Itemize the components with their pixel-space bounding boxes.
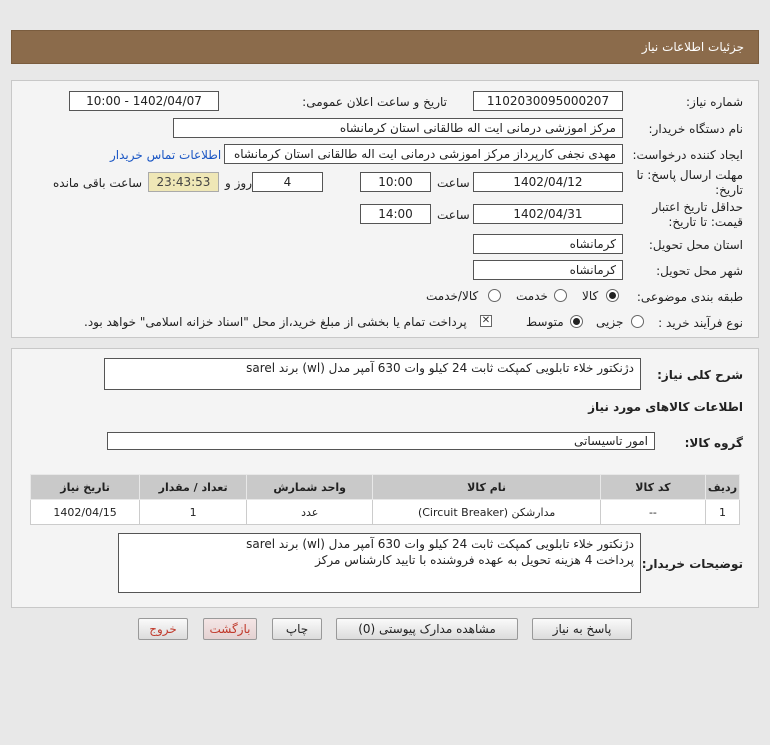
- deadline-date-field: 1402/04/12: [473, 172, 623, 192]
- process-option-minor: جزیی: [596, 315, 624, 329]
- page-header: [11, 30, 759, 64]
- goods-table: [30, 474, 740, 525]
- announce-datetime-field: 1402/04/07 - 10:00: [69, 91, 219, 111]
- cell-name: مدارشکن (Circuit Breaker): [373, 500, 601, 525]
- days-label: روز و: [225, 176, 252, 190]
- buyer-notes-field: دژنکتور خلاء تابلویی کمپکت ثابت 24 کیلو وات 630 آمپر مدل (wl) برند sarel پرداخت 4 هزینه تحویل به عهده فروشنده با تایید کارشناس مرکز: [118, 533, 641, 593]
- category-radio-service[interactable]: [554, 289, 567, 302]
- category-label: طبقه بندی موضوعی:: [636, 290, 743, 304]
- reply-button[interactable]: پاسخ به نیاز: [532, 618, 632, 640]
- col-unit: واحد شمارش: [247, 475, 373, 500]
- deadline-time-field: 10:00: [360, 172, 431, 192]
- buyer-notes-label: توضیحات خریدار:: [641, 557, 743, 571]
- buyer-org-field: مرکز اموزشی درمانی ایت اله طالقانی استان کرمانشاه: [173, 118, 623, 138]
- category-option-goods-service: کالا/خدمت: [426, 289, 479, 303]
- announce-label: تاریخ و ساعت اعلان عمومی:: [302, 95, 447, 109]
- goods-group-label: گروه کالا:: [684, 436, 743, 450]
- table-row: [31, 500, 740, 525]
- validity-date-field: 1402/04/31: [473, 204, 623, 224]
- requester-label: ایجاد کننده درخواست:: [632, 148, 743, 162]
- need-number-label: شماره نیاز:: [686, 95, 743, 109]
- need-number-field: 1102030095000207: [473, 91, 623, 111]
- page-title: جزئیات اطلاعات نیاز: [641, 40, 744, 54]
- validity-label-date: قیمت: تا تاریخ:: [668, 215, 743, 229]
- category-radio-goods[interactable]: [606, 289, 619, 302]
- delivery-city-field: کرمانشاه: [473, 260, 623, 280]
- summary-field: دژنکتور خلاء تابلویی کمپکت ثابت 24 کیلو وات 630 آمپر مدل (wl) برند sarel: [104, 358, 641, 390]
- days-remaining-field: 4: [252, 172, 323, 192]
- category-radio-goods-service[interactable]: [488, 289, 501, 302]
- summary-label: شرح کلی نیاز:: [657, 368, 743, 382]
- process-option-medium: متوسط: [526, 315, 564, 329]
- print-button[interactable]: چاپ: [272, 618, 322, 640]
- col-code: کد کالا: [601, 475, 706, 500]
- validity-time-field: 14:00: [360, 204, 431, 224]
- cell-unit: عدد: [247, 500, 373, 525]
- payment-note: پرداخت تمام یا بخشی از مبلغ خرید،از محل "اسناد خزانه اسلامی" خواهد بود.: [84, 315, 467, 329]
- process-label: نوع فرآیند خرید :: [658, 316, 743, 330]
- col-date: تاریخ نیاز: [31, 475, 140, 500]
- category-option-service: خدمت: [516, 289, 548, 303]
- remaining-time-field: 23:43:53: [148, 172, 219, 192]
- back-button[interactable]: بازگشت: [203, 618, 257, 640]
- treasury-checkbox[interactable]: ✕: [481, 315, 491, 326]
- cell-date: 1402/04/15: [31, 500, 140, 525]
- delivery-city-label: شهر محل تحویل:: [656, 264, 743, 278]
- requester-field: مهدی نجفی کارپرداز مرکز اموزشی درمانی ایت اله طالقانی استان کرمانشاه: [224, 144, 623, 164]
- col-quantity: تعداد / مقدار: [140, 475, 247, 500]
- delivery-province-label: استان محل تحویل:: [648, 238, 743, 252]
- delivery-province-field: کرمانشاه: [473, 234, 623, 254]
- validity-label: حداقل تاریخ اعتبار: [652, 200, 743, 214]
- deadline-label-date: تاریخ:: [715, 183, 743, 197]
- process-radio-medium[interactable]: [570, 315, 583, 328]
- remaining-label: ساعت باقی مانده: [53, 176, 143, 190]
- cell-code: --: [601, 500, 706, 525]
- cell-quantity: 1: [140, 500, 247, 525]
- goods-table-header: [31, 475, 740, 500]
- exit-button[interactable]: خروج: [138, 618, 188, 640]
- deadline-label: مهلت ارسال پاسخ: تا: [636, 168, 743, 182]
- goods-group-field: امور تاسیساتی: [107, 432, 655, 450]
- process-radio-minor[interactable]: [631, 315, 644, 328]
- category-option-goods: کالا: [582, 289, 599, 303]
- view-docs-button[interactable]: مشاهده مدارک پیوستی (0): [336, 618, 518, 640]
- col-row: ردیف: [705, 475, 739, 500]
- buyer-org-label: نام دستگاه خریدار:: [648, 122, 743, 136]
- col-name: نام کالا: [373, 475, 601, 500]
- deadline-hour-label: ساعت: [437, 176, 470, 190]
- goods-section-title: اطلاعات کالاهای مورد نیاز: [588, 400, 743, 414]
- cell-row: 1: [705, 500, 739, 525]
- buyer-contact-link[interactable]: اطلاعات تماس خریدار: [110, 148, 222, 162]
- validity-hour-label: ساعت: [437, 208, 470, 222]
